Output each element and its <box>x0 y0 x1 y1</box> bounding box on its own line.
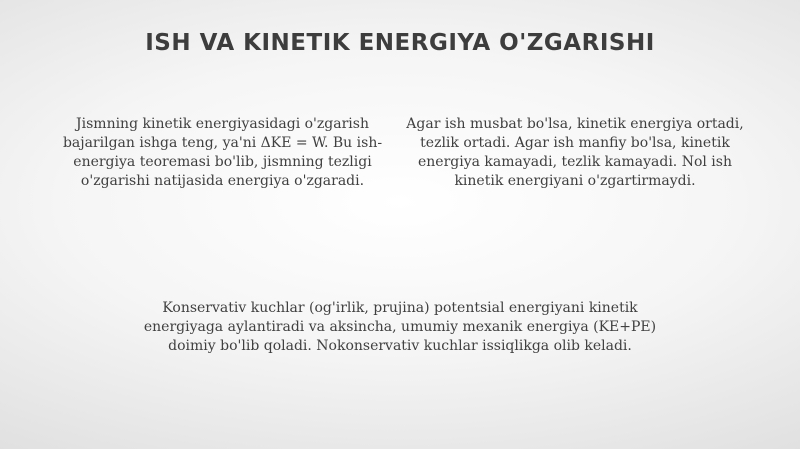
slide-title: ISH VA KINETIK ENERGIYA O'ZGARISHI <box>145 30 655 56</box>
left-paragraph: Jismning kinetik energiyasidagi o'zgarish bajarilgan ishga teng, ya'ni ΔKE = W. Bu ish-energiya teoremasi bo'lib, jismning tezligi o'zgarishi natijasida energiya o'zgaradi. <box>62 116 383 189</box>
right-paragraph: Agar ish musbat bo'lsa, kinetik energiya ortadi, tezlik ortadi. Agar ish manfiy bo'lsa, kinetik energiya kamayadi, tezlik kamayadi. Nol ish kinetik energiyani o'zgartirmaydi. <box>406 116 744 189</box>
bottom-paragraph: Konservativ kuchlar (og'irlik, prujina) potentsial energiyani kinetik energiyaga aylantiradi va aksincha, umumiy mexanik energiya (KE+PE) doimiy bo'lib qoladi. Nokonservativ kuchlar issiqlikga olib keladi. <box>143 300 657 354</box>
